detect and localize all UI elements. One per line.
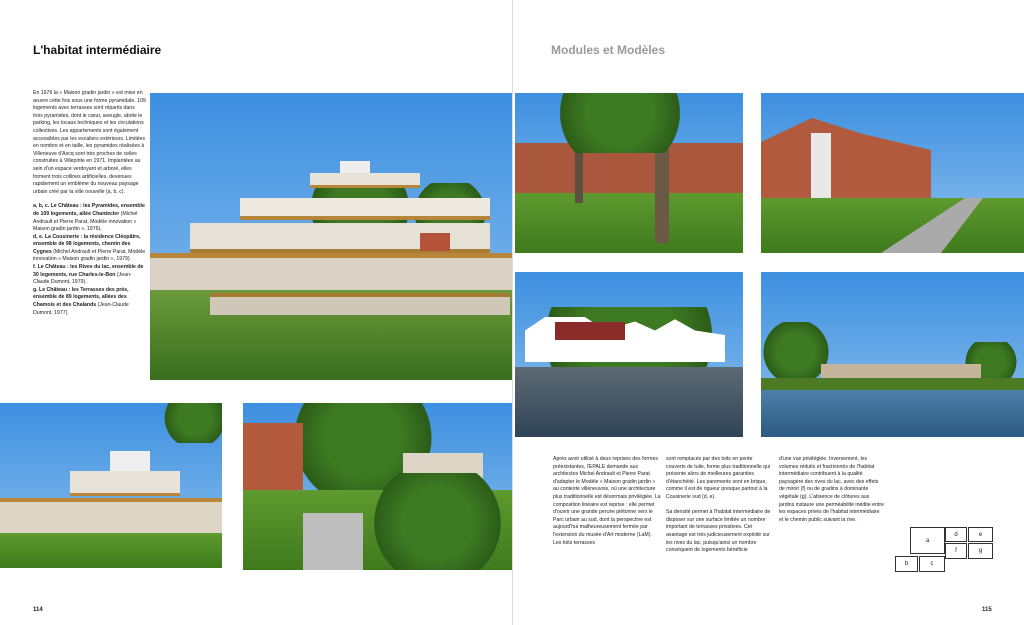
left-page-number: 114: [33, 607, 43, 613]
left-page-title: L'habitat intermédiaire: [33, 43, 162, 57]
photo-a-pyramid: [150, 93, 512, 380]
photo-b-pyramid: [0, 403, 222, 568]
caption-g: [33, 287, 146, 317]
photo-d-cleopatre: [515, 93, 743, 253]
left-text-column: [33, 90, 146, 317]
photo-key-diagram: [895, 525, 995, 575]
caption-text: (Jean-Claude Dumont, 1979).: [33, 271, 132, 286]
text-column-3: d'une vue privilégiée. Inversement, les volumes réduits et fractionnés de l'habitat intermédiaire contribuent à la qualité paysagère des rives du lac, avec des effets de miroir (f) ou de gradins à dominante végétale (g). L'absence de clôtures aux jardins instaure une perméabilité inédite entre les espaces privés de l'habitat intermédiaire et le chemin public suivant la rive.: [779, 456, 884, 523]
key-e: e: [968, 527, 993, 542]
right-page-title: Modules et Modèles: [551, 43, 666, 57]
key-b: b: [895, 556, 918, 572]
caption-title: d, e. La Cousinerie : la résidence Cléopâtre, ensemble de 98 logements, chemin des Cygnes: [33, 233, 141, 255]
key-g: g: [968, 543, 993, 559]
text-column-2: sont remplacés par des toits en pente couverts de tuile, forme plus traditionnelle qui présente alors de meilleures garanties d'étanchéité. Les parements sont en brique, comme il est de rigueur presque partout à la Cousinerie sud (d, e). Sa densité permet à l'habitat intermédiaire de disposer sur une surface limitée un nombre important de terrasses privatives. Cet avantage est très judicieusement exploité sur les rives du lac, puisqu'ainsi un nombre conséquent de logements bénéficie: [666, 456, 771, 554]
key-f: f: [945, 543, 967, 559]
caption-title: g. Le Château : les Terrasses des prés, ensemble de 89 logements, allées des Chamois et des Chalands: [33, 286, 129, 309]
key-a: a: [910, 527, 945, 554]
caption-text: (Michel Andrault et Pierre Parat, Modèle innovation « Maison gradin jardin », 1976).: [33, 210, 138, 233]
caption-text: (Jean-Claude Dumont, 1977).: [33, 302, 129, 316]
photo-g-terrasses-des-pres: [761, 272, 1024, 437]
caption-f: [33, 264, 146, 287]
photo-e-cleopatre: [761, 93, 1024, 253]
caption-a-b-c: [33, 203, 146, 233]
text-column-1: Après avoir utilisé à deux reprises des formes préexistantes, l'EPALE demande aux architectes Michel Andrault et Pierre Parat d'adapter le Modèle « Maison gradin jardin » au contexte villeneuvois, où une architecture plus traditionnelle est désormais privilégiée. La composition linéaire est reprise : elle permet d'ouvrir une grande percée piétonne vers le Parc urbain au sud, dont la perspective est aujourd'hui malheureusement fermée par l'extension du musée d'Art moderne (LaM). Les toits terrasses: [553, 456, 661, 546]
intro-paragraph: En 1976 la « Maison gradin jardin » est mise en œuvre cette fois sous une forme pyramidale. 109 logements avec terrasses sont répartis dans trois pyramides, dont le cœur, aveugle, abrite le parking, les locaux techniques et les circulations collectives. Les appartements sont également accessibles par les escaliers extérieurs. Limitées en nombre et en taille, les pyramides réalisées à Villeneuve d'Ascq sont très proches de celles construites à Villepinte en 1971. Implantées au sein d'un espace verdoyant et arboré, elles forment trois collines artificielles, devenues rapidement un emblème du nouveau paysage urbain créé par la ville nouvelle (a, b, c).: [33, 90, 146, 195]
caption-d-e: [33, 234, 146, 264]
photo-c-pyramid-street: [243, 403, 512, 570]
page-gutter: [512, 0, 513, 625]
caption-title: a, b, c. Le Château : les Pyramides, ensemble de 109 logements, allée Chantecler: [33, 203, 145, 217]
caption-text: (Michel Andrault et Pierre Parat, Modèle innovation « Maison gradin jardin », 1979).: [33, 248, 146, 263]
right-page-number: 115: [982, 607, 992, 613]
key-d: d: [945, 527, 967, 542]
caption-title: f. Le Château : les Rives du lac, ensemble de 30 logements, rue Charles-le-Bon: [33, 264, 144, 278]
key-c: c: [919, 556, 945, 572]
photo-f-rives-du-lac: [515, 272, 743, 437]
